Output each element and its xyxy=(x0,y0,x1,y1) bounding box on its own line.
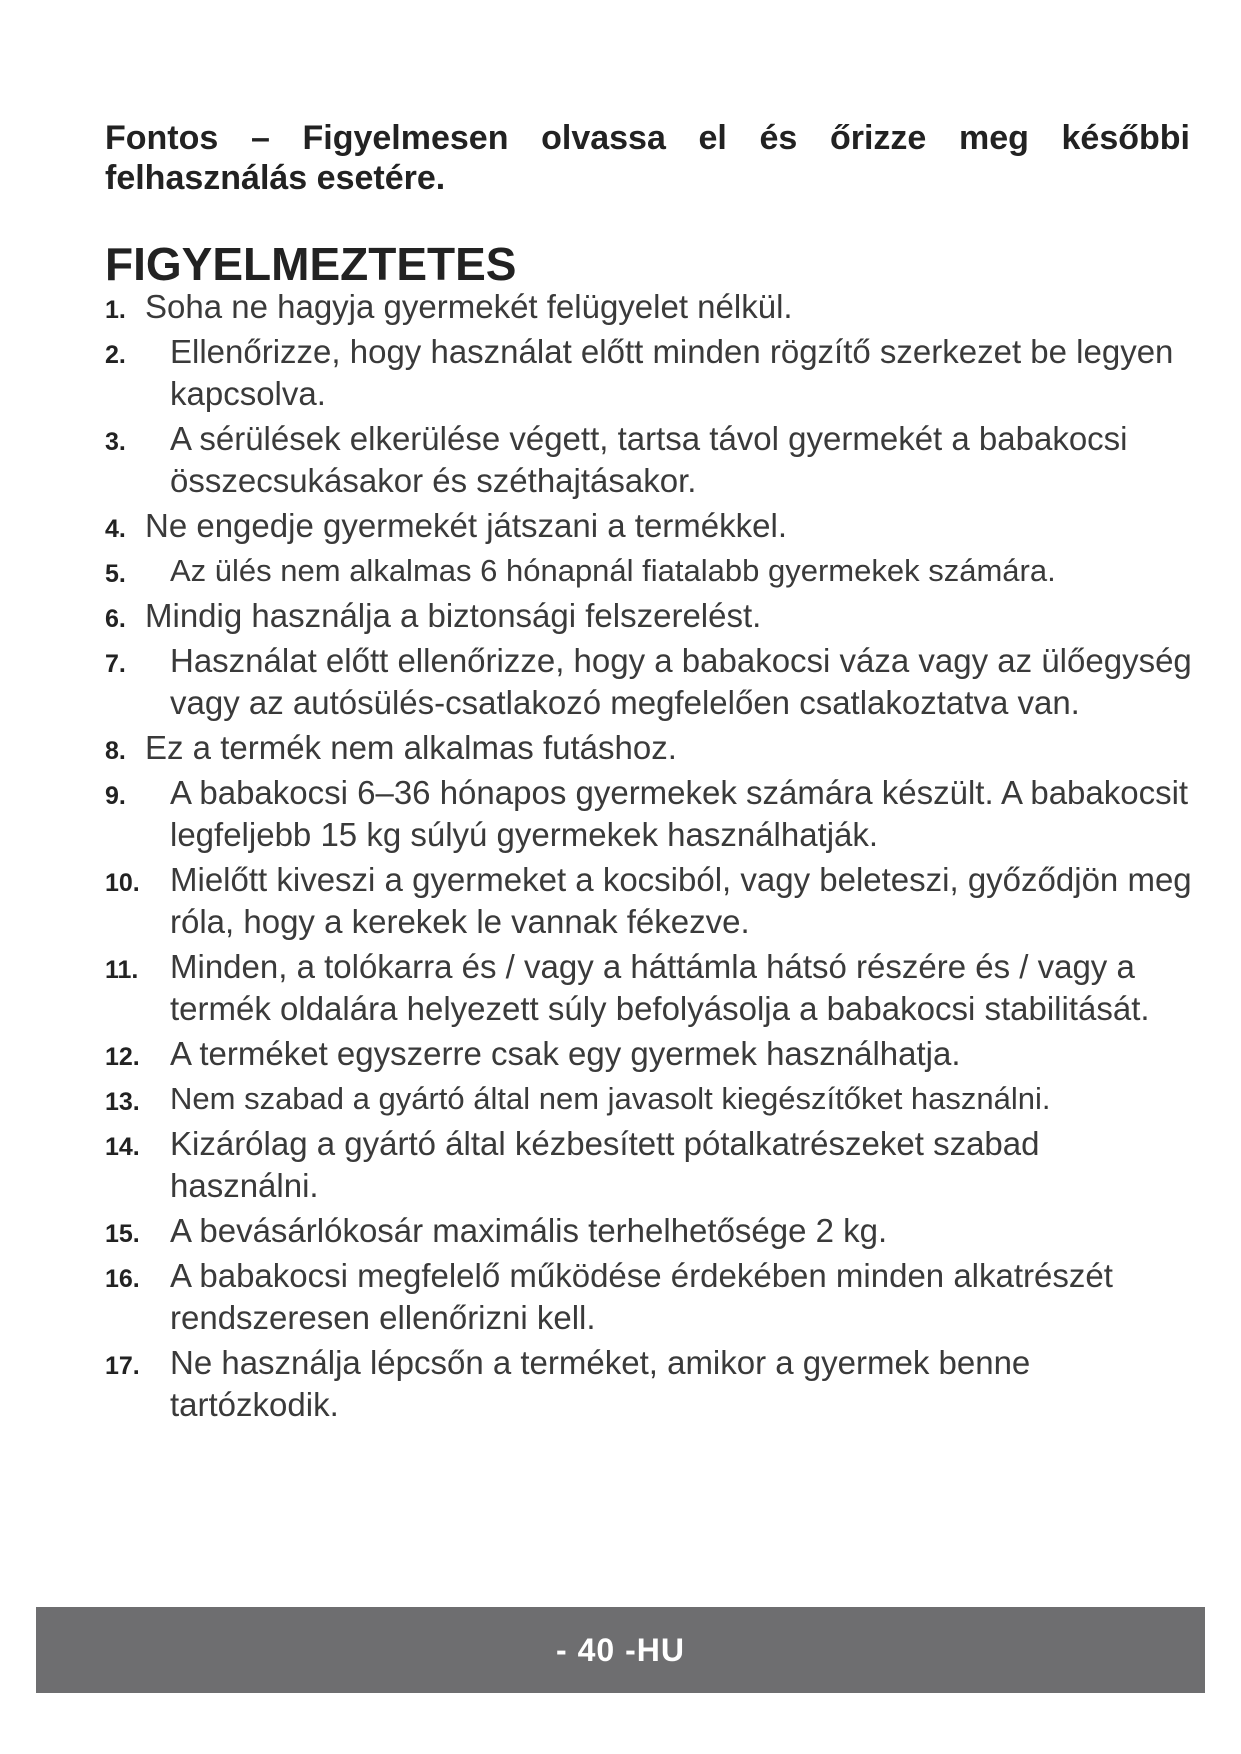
item-number: 13. xyxy=(105,1088,140,1116)
item-number: 4. xyxy=(105,515,126,543)
item-text: A sérülések elkerülése végett, tartsa távol gyermekét a babakocsi összecsukásakor és széthajtásakor. xyxy=(170,420,1128,499)
warning-list xyxy=(105,286,1195,1429)
warning-item-2 xyxy=(105,331,1195,415)
item-number: 8. xyxy=(105,737,126,765)
item-number: 14. xyxy=(105,1133,140,1161)
item-text: Ellenőrizze, hogy használat előtt minden rögzítő szerkezet be legyen kapcsolva. xyxy=(170,333,1174,412)
item-number: 6. xyxy=(105,605,126,633)
item-text: Ez a termék nem alkalmas futáshoz. xyxy=(145,729,677,766)
item-text: Soha ne hagyja gyermekét felügyelet nélkül. xyxy=(145,288,793,325)
warning-item-12 xyxy=(105,1033,1195,1075)
item-number: 5. xyxy=(105,560,126,588)
item-number: 17. xyxy=(105,1352,140,1380)
warning-item-4 xyxy=(105,505,1195,547)
item-text: Ne használja lépcsőn a terméket, amikor a gyermek benne tartózkodik. xyxy=(170,1344,1031,1423)
item-number: 12. xyxy=(105,1043,140,1071)
item-text: Mielőtt kiveszi a gyermeket a kocsiból, vagy beleteszi, győződjön meg róla, hogy a kerekek le vannak fékezve. xyxy=(170,861,1192,940)
item-text: A babakocsi megfelelő működése érdekében minden alkatrészét rendszeresen ellenőrizni kell. xyxy=(170,1257,1113,1336)
intro-note: Fontos – Figyelmesen olvassa el és őrizze meg későbbi felhasználás esetére. xyxy=(105,119,1190,197)
warning-item-13 xyxy=(105,1078,1195,1120)
item-text: Használat előtt ellenőrizze, hogy a babakocsi váza vagy az ülőegység vagy az autósülés-csatlakozó megfelelően csatlakoztatva van. xyxy=(170,642,1192,721)
warning-item-8 xyxy=(105,727,1195,769)
item-text: Kizárólag a gyártó által kézbesített pótalkatrészeket szabad használni. xyxy=(170,1125,1040,1204)
item-number: 2. xyxy=(105,341,126,369)
item-text: A bevásárlókosár maximális terhelhetősége 2 kg. xyxy=(170,1212,888,1249)
footer-bar xyxy=(36,1607,1205,1693)
warning-item-5 xyxy=(105,550,1195,592)
warning-item-6 xyxy=(105,595,1195,637)
warning-item-14 xyxy=(105,1123,1195,1207)
warning-item-1 xyxy=(105,286,1195,328)
item-text: Ne engedje gyermekét játszani a termékkel. xyxy=(145,507,787,544)
warning-item-15 xyxy=(105,1210,1195,1252)
warning-item-10 xyxy=(105,859,1195,943)
item-text: Mindig használja a biztonsági felszerelést. xyxy=(145,597,762,634)
page-number: - 40 -HU xyxy=(556,1631,685,1668)
item-number: 10. xyxy=(105,869,140,897)
warning-heading: FIGYELMEZTETES xyxy=(105,238,517,290)
item-number: 16. xyxy=(105,1265,140,1293)
warning-item-9 xyxy=(105,772,1195,856)
item-number: 3. xyxy=(105,428,126,456)
item-text: A babakocsi 6–36 hónapos gyermekek számára készült. A babakocsit legfeljebb 15 kg súlyú gyermekek használhatják. xyxy=(170,774,1189,853)
item-text: Az ülés nem alkalmas 6 hónapnál fiatalabb gyermekek számára. xyxy=(170,553,1056,588)
item-number: 1. xyxy=(105,296,126,324)
item-text: Nem szabad a gyártó által nem javasolt kiegészítőket használni. xyxy=(170,1081,1051,1116)
item-number: 11. xyxy=(105,956,139,984)
warning-item-11 xyxy=(105,946,1195,1030)
warning-item-3 xyxy=(105,418,1195,502)
warning-item-16 xyxy=(105,1255,1195,1339)
warning-item-7 xyxy=(105,640,1195,724)
item-text: A terméket egyszerre csak egy gyermek használhatja. xyxy=(170,1035,961,1072)
item-text: Minden, a tolókarra és / vagy a háttámla hátsó részére és / vagy a termék oldalára helyezett súly befolyásolja a babakocsi stabilitását. xyxy=(170,948,1150,1027)
warning-item-17 xyxy=(105,1342,1195,1426)
item-number: 9. xyxy=(105,782,126,810)
item-number: 7. xyxy=(105,650,126,678)
item-number: 15. xyxy=(105,1220,140,1248)
